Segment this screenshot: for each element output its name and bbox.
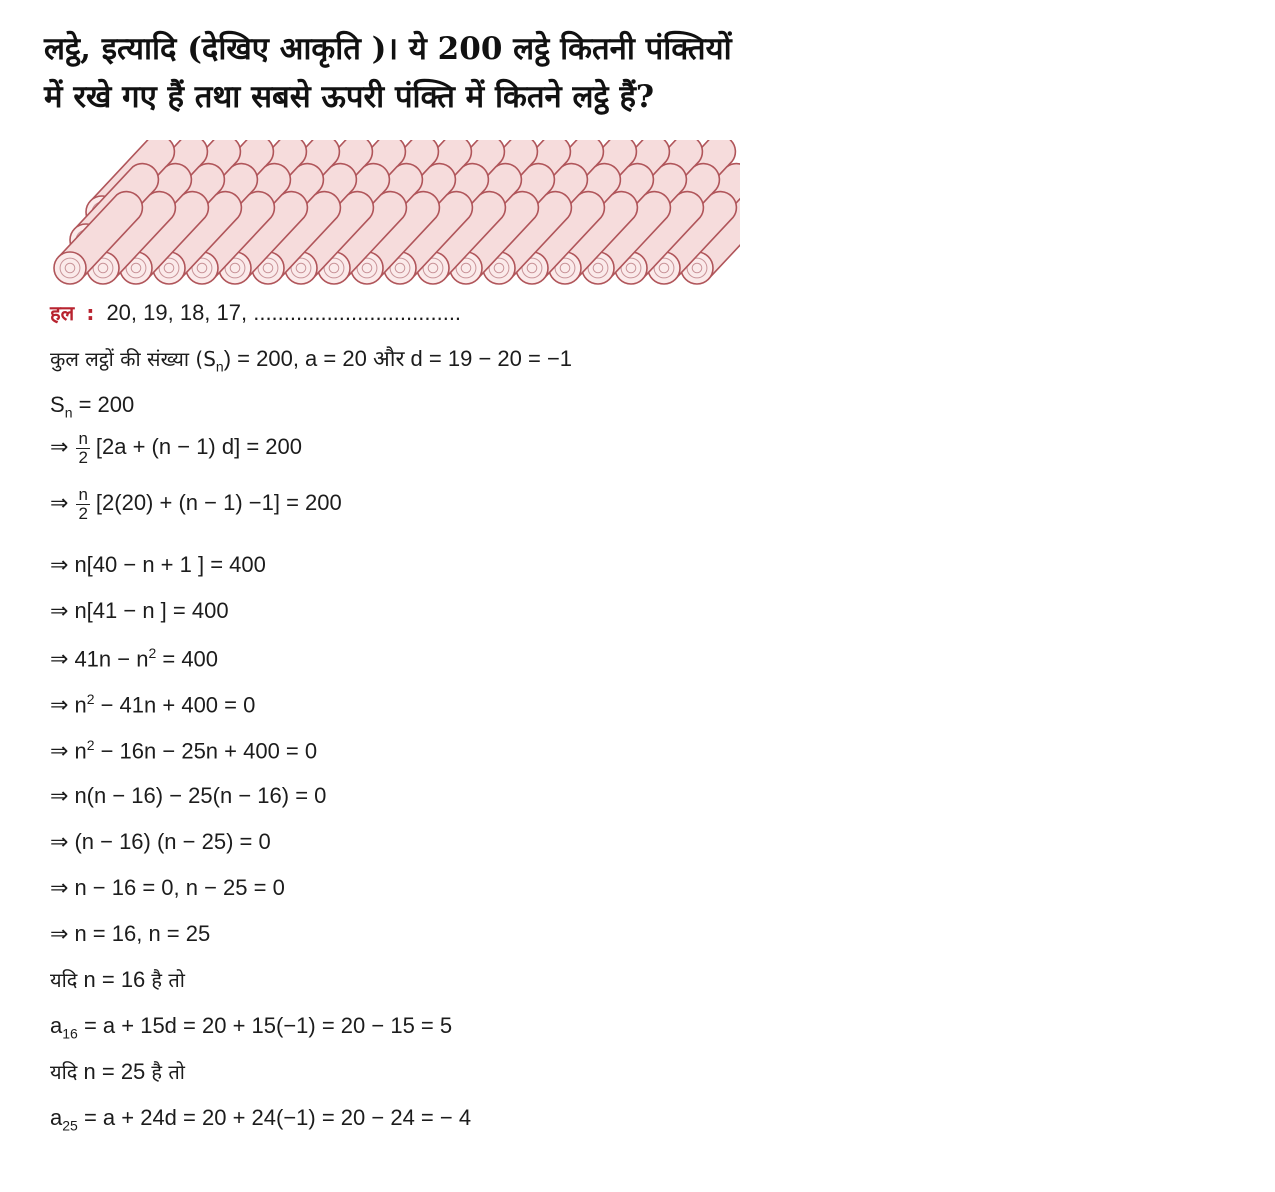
a25-rest: = a + 24d = 20 + 24(−1) = 20 − 24 = − 4 [77, 1105, 472, 1130]
step-4-line [50, 600, 229, 623]
step-1-line [50, 430, 302, 467]
step-10-line [50, 877, 285, 900]
then-word: है तो [151, 1060, 185, 1084]
step-6-text-b: − 41n + 400 = 0 [94, 692, 256, 718]
sequence-text: 20, 19, 18, 17, .................................. [106, 300, 462, 325]
total-logs-line [50, 348, 572, 373]
step-6-line [50, 692, 255, 717]
step-7-line [50, 738, 317, 763]
total-logs-rest: ) = 200, a = 20 और d = 19 − 20 = −1 [223, 346, 573, 371]
a16-sub: 16 [62, 1025, 78, 1042]
implies-icon: ⇒ [50, 435, 69, 461]
step-10-text: n − 16 = 0, n − 25 = 0 [74, 875, 285, 900]
a25-line [50, 1107, 471, 1132]
step-8-line [50, 785, 326, 808]
implies-icon: ⇒ [50, 876, 69, 901]
step-7-exponent: 2 [86, 737, 95, 753]
if-word: यदि [50, 968, 78, 992]
fraction-n-over-2 [76, 430, 89, 467]
implies-icon: ⇒ [50, 784, 69, 809]
step-5-text-a: 41n − n [74, 646, 149, 672]
step-11-text: n = 16, n = 25 [74, 921, 211, 946]
implies-icon: ⇒ [50, 830, 69, 855]
step-5-exponent: 2 [148, 645, 157, 661]
a25-main: a [50, 1105, 63, 1130]
implies-icon: ⇒ [50, 647, 69, 673]
then-word: है तो [151, 968, 185, 992]
sn-sub: n [64, 404, 73, 421]
step-2-line [50, 486, 342, 523]
a16-line [50, 1015, 452, 1040]
total-logs-sub: n [215, 358, 224, 375]
step-6-exponent: 2 [86, 691, 95, 707]
step-3-text: n[40 − n + 1 ] = 400 [74, 552, 266, 577]
step-1-text: [2a + (n − 1) d] = 200 [95, 434, 302, 460]
if-n-25-value: n = 25 [77, 1059, 152, 1084]
implies-icon: ⇒ [50, 553, 69, 578]
step-4-text: n[41 − n ] = 400 [74, 598, 229, 623]
implies-icon: ⇒ [50, 599, 69, 624]
step-8-text: n(n − 16) − 25(n − 16) = 0 [74, 783, 327, 808]
step-2-text: [2(20) + (n − 1) −1] = 200 [95, 490, 342, 516]
solution-sequence-line [50, 302, 461, 324]
question-line-2: में रखे गए हैं तथा सबसे ऊपरी पंक्ति में कितने लट्ठे हैं? [44, 79, 655, 115]
log-end [54, 252, 86, 284]
logs-group [54, 140, 740, 284]
step-5-text-b: = 400 [156, 646, 219, 672]
fraction-denominator: 2 [78, 503, 88, 523]
sn-rest: = 200 [72, 392, 135, 417]
question-line-1: लट्ठे, इत्यादि (देखिए आकृति )। ये 200 लट्ठे कितनी पंक्तियों [44, 31, 732, 67]
step-11-line [50, 923, 210, 946]
if-n-25-line [50, 1061, 185, 1083]
fraction-numerator: n [78, 485, 88, 504]
if-n-16-value: n = 16 [77, 967, 152, 992]
step-5-line [50, 646, 218, 671]
step-7-text-b: − 16n − 25n + 400 = 0 [94, 738, 318, 764]
step-6-text-a: n [74, 692, 87, 718]
total-logs-label: कुल लट्ठों की संख्या (S [50, 347, 216, 371]
step-9-text: (n − 16) (n − 25) = 0 [74, 829, 271, 854]
step-9-line [50, 831, 271, 854]
step-3-line [50, 554, 266, 577]
a16-main: a [50, 1013, 63, 1038]
sn-line [50, 394, 134, 419]
implies-icon: ⇒ [50, 693, 69, 719]
solution-label-separator: : [86, 301, 95, 325]
a16-rest: = a + 15d = 20 + 15(−1) = 20 − 15 = 5 [77, 1013, 453, 1038]
fraction-n-over-2 [76, 486, 89, 523]
if-n-16-line [50, 969, 185, 991]
solution-label: हल [50, 301, 75, 325]
sn-main: S [50, 392, 65, 417]
implies-icon: ⇒ [50, 491, 69, 517]
a25-sub: 25 [62, 1117, 78, 1134]
fraction-numerator: n [78, 429, 88, 448]
implies-icon: ⇒ [50, 922, 69, 947]
implies-icon: ⇒ [50, 739, 69, 765]
step-7-text-a: n [74, 738, 87, 764]
stacked-logs-illustration [40, 140, 740, 300]
fraction-denominator: 2 [78, 447, 88, 467]
if-word: यदि [50, 1060, 78, 1084]
